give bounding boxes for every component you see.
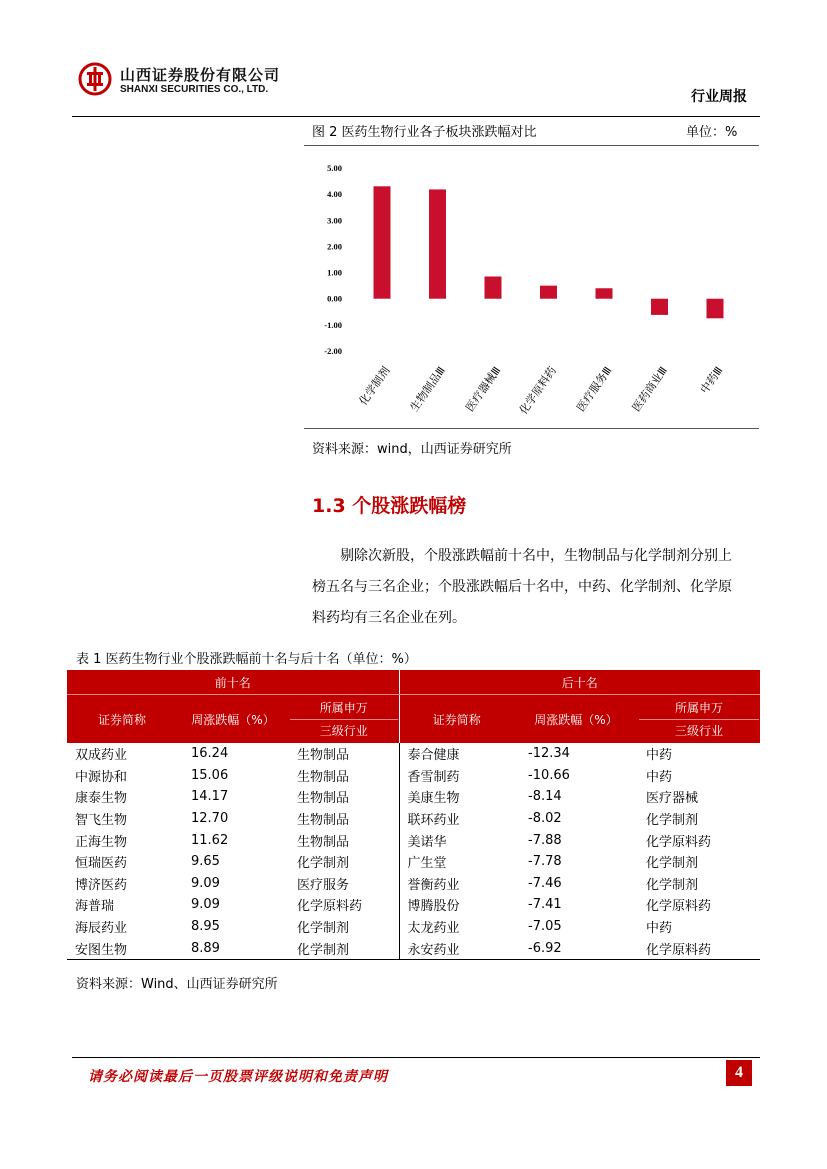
- x-tick-label: 医疗器械Ⅲ: [463, 364, 504, 414]
- figure-bottom-rule: [304, 428, 759, 429]
- stock-name-cell: 智飞生物: [75, 813, 128, 829]
- figure-source: 资料来源：wind，山西证券研究所: [312, 442, 512, 457]
- section-title: 1.3 个股涨跌幅榜: [312, 495, 467, 517]
- weekly-change-cell: 9.09: [191, 875, 220, 891]
- weekly-change-cell: 9.65: [191, 854, 220, 870]
- col-header-name: 证券简称: [67, 695, 177, 744]
- table-row: [67, 765, 760, 787]
- weekly-change-cell: 16.24: [191, 746, 229, 762]
- table-title: 表 1 医药生物行业个股涨跌幅前十名与后十名（单位：%）: [76, 652, 417, 667]
- y-tick-label: 0.00: [327, 293, 342, 304]
- y-tick-label: 2.00: [327, 241, 342, 252]
- section-paragraph: [312, 541, 754, 634]
- industry-cell: 中药: [646, 921, 673, 937]
- stock-name-cell: 联环药业: [407, 813, 460, 829]
- y-tick-label: 4.00: [327, 189, 342, 200]
- industry-cell: 化学制剂: [646, 856, 699, 872]
- stock-name-cell: 海辰药业: [75, 921, 128, 937]
- stock-name-cell: 誉衡药业: [407, 877, 460, 893]
- para-line: 料药均有三名企业在列。: [312, 610, 466, 626]
- industry-cell: 化学制剂: [646, 877, 699, 893]
- stock-name-cell: 太龙药业: [407, 921, 460, 937]
- x-tick-label: 医药商业Ⅲ: [629, 364, 670, 414]
- para-line: 榜五名与三名企业；个股涨跌幅后十名中，中药、化学制剂、化学原: [312, 579, 732, 595]
- y-tick-label: 5.00: [327, 163, 342, 173]
- weekly-change-cell: -6.92: [514, 937, 638, 959]
- col-header-change: 周涨跌幅（%）: [177, 695, 289, 744]
- industry-cell: 化学原料药: [646, 899, 712, 915]
- table-row: [67, 808, 760, 830]
- table-row: [67, 829, 760, 851]
- industry-cell: 化学制剂: [289, 916, 399, 938]
- stock-name-cell: 香雪制药: [407, 769, 460, 785]
- col-header-name: 证券简称: [399, 695, 514, 744]
- bar: [429, 189, 446, 298]
- stock-name-cell: 双成药业: [75, 748, 128, 764]
- industry-cell: 生物制品: [289, 786, 399, 808]
- stock-name-cell: 中源协和: [75, 769, 128, 785]
- y-tick-label: 3.00: [327, 215, 342, 226]
- weekly-change-cell: -7.88: [528, 832, 562, 848]
- stock-name-cell: 正海生物: [75, 834, 128, 850]
- table-row: [67, 873, 760, 895]
- table-row: [67, 916, 760, 938]
- figure-unit: 单位：%: [686, 125, 738, 140]
- stock-name-cell: 康泰生物: [75, 791, 128, 807]
- col-header-industry-line1: 所属申万: [319, 700, 368, 715]
- x-tick-label: 化学原料药: [516, 364, 559, 417]
- para-line: 剔除次新股，个股涨跌幅前十名中，生物制品与化学制剂分别上: [340, 548, 732, 564]
- footer-divider: [72, 1057, 760, 1058]
- weekly-change-cell: -7.05: [528, 919, 562, 935]
- x-tick-label: 生物制品Ⅲ: [407, 364, 448, 414]
- report-type: 行业周报: [691, 89, 747, 105]
- stock-name-cell: 美诺华: [407, 834, 447, 850]
- weekly-change-cell: -7.46: [528, 875, 562, 891]
- industry-cell: 化学原料药: [289, 894, 399, 916]
- weekly-change-cell: 9.09: [191, 897, 220, 913]
- weekly-change-cell: -12.34: [528, 746, 570, 762]
- industry-cell: 中药: [646, 769, 673, 785]
- col-header-industry: [638, 695, 760, 744]
- bar: [540, 286, 557, 299]
- y-tick-label: -1.00: [324, 319, 342, 330]
- weekly-change-cell: -7.78: [528, 854, 562, 870]
- stock-name-cell: 泰合健康: [407, 748, 460, 764]
- bar: [374, 186, 391, 298]
- company-name-cn: 山西证券股份有限公司: [120, 66, 281, 84]
- industry-cell: 化学原料药: [646, 834, 712, 850]
- bar: [707, 299, 724, 319]
- col-header-industry-line1: 所属申万: [674, 700, 723, 715]
- industry-cell: 化学制剂: [289, 851, 399, 873]
- figure-top-rule: [304, 145, 759, 146]
- stock-name-cell: 恒瑞医药: [75, 856, 128, 872]
- table-source: 资料来源：Wind、山西证券研究所: [76, 977, 278, 992]
- x-tick-label: 医疗服务Ⅲ: [574, 364, 615, 414]
- weekly-change-cell: -7.41: [528, 897, 562, 913]
- weekly-change-cell: 8.89: [177, 937, 289, 959]
- industry-cell: 生物制品: [289, 808, 399, 830]
- industry-cell: 医疗服务: [289, 873, 399, 895]
- stock-name-cell: 广生堂: [407, 856, 447, 872]
- stock-name-cell: 美康生物: [407, 791, 460, 807]
- col-header-industry-line2: 三级行业: [639, 719, 759, 742]
- x-tick-label: 化学制剂: [356, 364, 393, 408]
- weekly-change-cell: 14.17: [191, 789, 229, 805]
- bar: [596, 288, 613, 298]
- weekly-change-cell: 15.06: [191, 767, 229, 783]
- footer-disclaimer: 请务必阅读最后一页股票评级说明和免责声明: [88, 1069, 388, 1085]
- table-row: [67, 743, 760, 765]
- col-header-change: 周涨跌幅（%）: [514, 695, 638, 744]
- table-row: [67, 851, 760, 873]
- bar: [651, 299, 668, 315]
- industry-cell: 生物制品: [289, 743, 399, 765]
- company-name-en: SHANXI SECURITIES CO., LTD.: [120, 84, 269, 95]
- stock-name-cell: 永安药业: [399, 937, 514, 959]
- page-number: 4: [726, 1060, 752, 1086]
- industry-cell: 医疗器械: [646, 791, 699, 807]
- subsector-bar-chart: [304, 150, 759, 425]
- y-tick-label: 1.00: [327, 267, 342, 278]
- industry-cell: 生物制品: [289, 765, 399, 787]
- stock-name-cell: 博济医药: [75, 877, 128, 893]
- header-divider: [72, 116, 760, 117]
- stock-name-cell: 博腾股份: [407, 899, 460, 915]
- weekly-change-cell: -8.02: [528, 811, 562, 827]
- company-logo: [78, 62, 112, 96]
- table-row: [67, 894, 760, 916]
- weekly-change-cell: 8.95: [191, 919, 220, 935]
- stock-name-cell: 海普瑞: [75, 899, 115, 915]
- figure-title: 图 2 医药生物行业各子板块涨跌幅对比: [312, 125, 537, 140]
- industry-cell: 中药: [646, 748, 673, 764]
- y-tick-label: -2.00: [324, 346, 342, 356]
- industry-cell: 化学制剂: [646, 813, 699, 829]
- weekly-change-cell: -8.14: [528, 789, 562, 805]
- bar: [485, 276, 502, 298]
- industry-cell: 化学制剂: [289, 937, 399, 959]
- weekly-change-cell: 12.70: [191, 811, 229, 827]
- industry-cell: 化学原料药: [638, 937, 760, 959]
- x-tick-label: 中药Ⅲ: [697, 364, 726, 396]
- ranking-table: [67, 670, 760, 960]
- table-row: [67, 786, 760, 808]
- table-row: [67, 937, 760, 959]
- weekly-change-cell: -10.66: [528, 767, 570, 783]
- group-header-bottom: 后十名: [399, 670, 760, 695]
- industry-cell: 生物制品: [289, 829, 399, 851]
- col-header-industry: [289, 695, 399, 744]
- col-header-industry-line2: 三级行业: [290, 719, 398, 742]
- stock-name-cell: 安图生物: [67, 937, 177, 959]
- group-header-top: 前十名: [67, 670, 399, 695]
- weekly-change-cell: 11.62: [191, 832, 229, 848]
